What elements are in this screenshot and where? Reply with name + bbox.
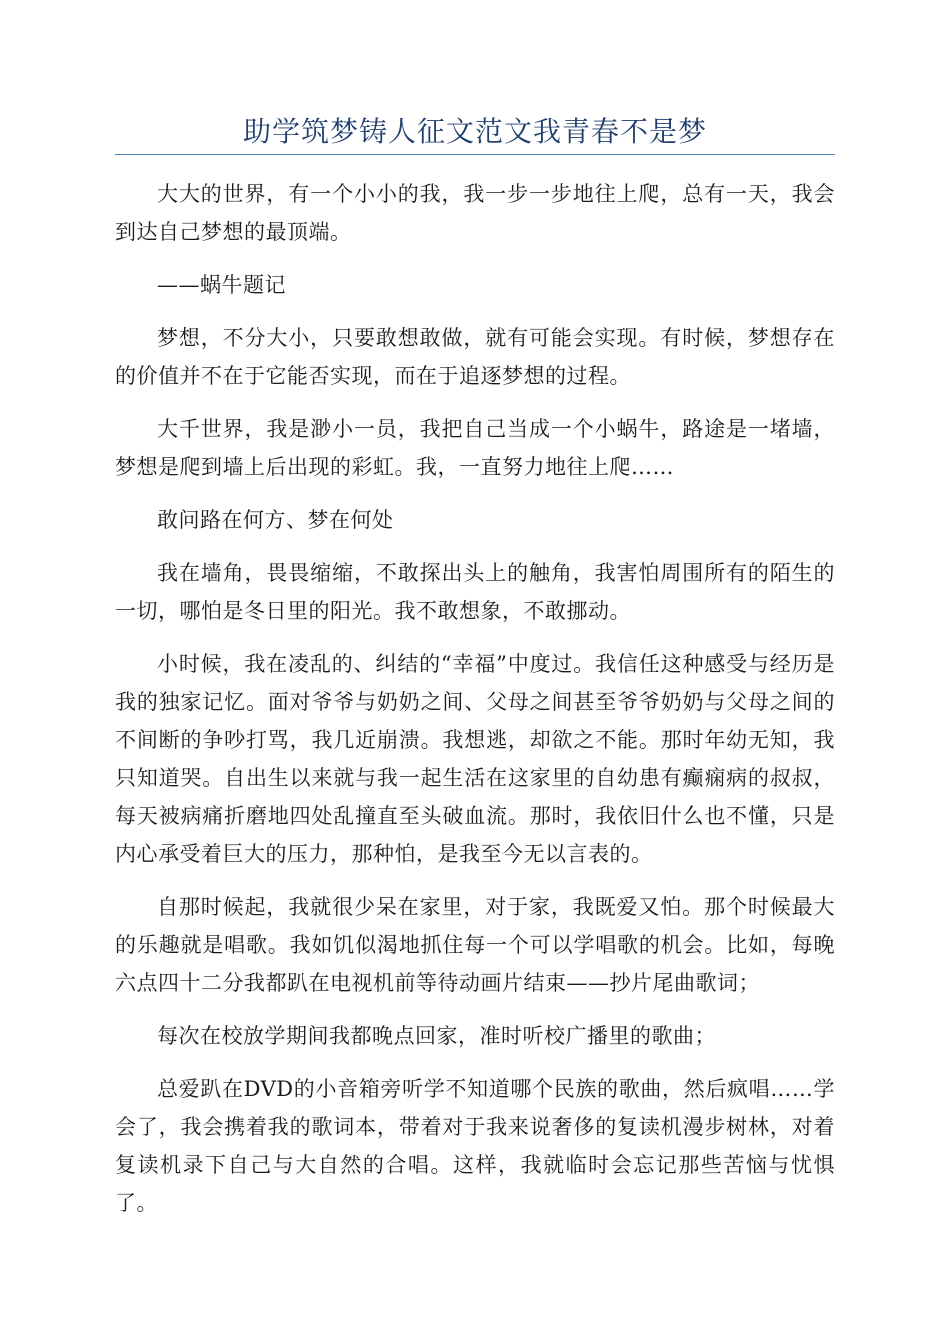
paragraph: 大千世界，我是渺小一员，我把自己当成一个小蜗牛，路途是一堵墙，梦想是爬到墙上后出现的彩虹。我，一直努力地往上爬…… bbox=[115, 417, 835, 479]
document-body bbox=[115, 175, 835, 1237]
paragraph: 梦想，不分大小，只要敢想敢做，就有可能会实现。有时候，梦想存在的价值并不在于它能否实现，而在于追逐梦想的过程。 bbox=[115, 326, 835, 388]
paragraph: 总爱趴在DVD的小音箱旁听学不知道哪个民族的歌曲，然后疯唱……学会了，我会携着我的歌词本，带着对于我来说奢侈的复读机漫步树林，对着复读机录下自己与大自然的合唱。这样，我就临时会忘记那些苦恼与忧惧了。 bbox=[115, 1077, 835, 1215]
paragraph: 自那时候起，我就很少呆在家里，对于家，我既爱又怕。那个时候最大的乐趣就是唱歌。我如饥似渴地抓住每一个可以学唱歌的机会。比如，每晚六点四十二分我都趴在电视机前等待动画片结束——抄片尾曲歌词； bbox=[115, 895, 835, 995]
paragraph: 敢问路在何方、梦在何处 bbox=[157, 508, 394, 532]
paragraph: 每次在校放学期间我都晚点回家，准时听校广播里的歌曲； bbox=[157, 1024, 716, 1048]
title-underline-rule bbox=[115, 154, 835, 155]
paragraph: 大大的世界，有一个小小的我，我一步一步地往上爬，总有一天，我会到达自己梦想的最顶端。 bbox=[115, 182, 835, 244]
paragraph: 我在墙角，畏畏缩缩，不敢探出头上的触角，我害怕周围所有的陌生的一切，哪怕是冬日里的阳光。我不敢想象，不敢挪动。 bbox=[115, 561, 835, 623]
document-title: 助学筑梦铸人征文范文我青春不是梦 bbox=[242, 115, 707, 148]
paragraph: 小时候，我在凌乱的、纠结的“幸福”中度过。我信任这种感受与经历是我的独家记忆。面对爷爷与奶奶之间、父母之间甚至爷爷奶奶与父母之间的不间断的争吵打骂，我几近崩溃。我想逃，却欲之不能。那时年幼无知，我只知道哭。自出生以来就与我一起生活在这家里的自幼患有癫痫病的叔叔，每天被病痛折磨地四处乱撞直至头破血流。那时，我依旧什么也不懂，只是内心承受着巨大的压力，那种怕，是我至今无以言表的。 bbox=[115, 652, 835, 866]
paragraph: ——蜗牛题记 bbox=[157, 273, 286, 297]
